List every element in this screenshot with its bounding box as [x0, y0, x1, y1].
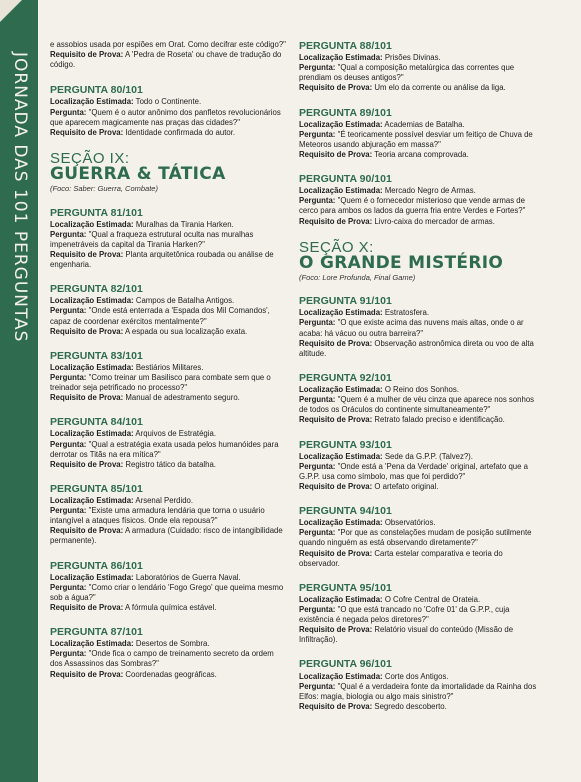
location-label: Localização Estimada:: [50, 296, 134, 306]
sidebar: [0, 0, 38, 782]
location-label: Localização Estimada:: [299, 53, 383, 63]
proof-label: Requisito de Prova:: [50, 326, 124, 336]
question-title: PERGUNTA 90/101: [299, 173, 392, 186]
question-label: Pergunta:: [299, 395, 336, 405]
proof-label: Requisito de Prova:: [50, 459, 124, 469]
question-block: [50, 283, 288, 337]
question-block: [50, 416, 288, 470]
proof-value: O artefato original.: [374, 481, 439, 491]
question-label: Pergunta:: [299, 528, 336, 538]
question-title: PERGUNTA 84/101: [50, 416, 143, 429]
proof-label: Requisito de Prova:: [50, 249, 124, 259]
question-title: PERGUNTA 93/101: [299, 438, 392, 451]
question-title: PERGUNTA 86/101: [50, 559, 143, 572]
question-block: [299, 582, 539, 646]
question-title: PERGUNTA 81/101: [50, 206, 143, 219]
proof-label: Requisito de Prova:: [299, 625, 373, 635]
proof-value: Registro tático da batalha.: [125, 459, 216, 469]
proof-value: A espada ou sua localização exata.: [124, 326, 248, 336]
question-text: "Qual é a verdadeira fonte da imortalidade da Rainha dos Elfos: magia, biologia ou algo mais sinistro?": [299, 681, 537, 701]
location-label: Localização Estimada:: [50, 362, 134, 372]
location-value: O Cofre Central de Orateia.: [384, 594, 481, 604]
question-block: [50, 350, 288, 404]
question-text: "Onde fica o campo de treinamento secreto da ordem dos Assassinos das Sombras?": [50, 649, 274, 669]
proof-label: Requisito de Prova:: [50, 50, 124, 60]
location-label: Localização Estimada:: [50, 429, 134, 439]
location-label: Localização Estimada:: [299, 594, 383, 604]
proof-label: Requisito de Prova:: [299, 83, 373, 93]
section-number: SEÇÃO X:: [299, 238, 374, 256]
proof-label: Requisito de Prova:: [299, 548, 373, 558]
proof-label: Requisito de Prova:: [50, 393, 124, 403]
location-value: Prisões Divinas.: [384, 53, 441, 63]
question-label: Pergunta:: [50, 229, 87, 239]
question-text: "Como treinar um Basilisco para combate sem que o treinador seja petrificado no processo?": [50, 372, 271, 393]
proof-label: Requisito de Prova:: [299, 150, 373, 159]
question-title: PERGUNTA 80/101: [50, 84, 143, 97]
location-label: Localização Estimada:: [50, 219, 134, 229]
proof-value: A fórmula química estável.: [124, 603, 217, 613]
question-title: PERGUNTA 95/101: [299, 581, 392, 594]
question-block: [50, 207, 288, 271]
question-title: PERGUNTA 94/101: [299, 505, 392, 518]
question-label: Pergunta:: [299, 196, 336, 206]
proof-value: Coordenadas geográficas.: [125, 669, 217, 679]
question-text: "Onde está enterrada a 'Espada dos Mil Comandos', capaz de coordenar exércitos mentalmente?": [50, 306, 270, 326]
question-text: "O que está trancado no 'Cofre 01' da G.P.P., cuja existência é negada pelos diretores?": [299, 604, 510, 625]
question-label: Pergunta:: [50, 649, 87, 659]
proof-label: Requisito de Prova:: [299, 216, 373, 226]
proof-value: A 'Pedra de Roseta' ou chave de tradução do código.: [50, 50, 282, 70]
question-block: [299, 295, 539, 359]
question-label: Pergunta:: [299, 63, 336, 73]
location-value: O Reino dos Sonhos.: [384, 385, 459, 395]
proof-value: Carta estelar comparativa e teoria do observador.: [299, 548, 503, 568]
location-value: Campos de Batalha Antigos.: [135, 296, 235, 306]
question-text: "Por que as constelações mudam de posição sutilmente quando ninguém as está observando diretamente?": [299, 528, 532, 548]
question-text: "Qual a fraqueza estrutural oculta nas muralhas impenetráveis da capital da Tirania Harken?": [50, 229, 254, 249]
question-text: "Onde está a 'Pena da Verdade' original, artefato que a G.P.P. usa como símbolo, mas que foi perdido?": [299, 461, 528, 481]
proof-label: Requisito de Prova:: [299, 338, 373, 348]
question-block: [50, 483, 288, 547]
question-block: [299, 372, 539, 426]
question-text: "Qual a estratégia exata usada pelos humanóides para derrotar os Titãs na era mítica?": [50, 439, 279, 459]
proof-value: Manual de adestramento seguro.: [125, 393, 240, 403]
question-label: Pergunta:: [299, 129, 336, 139]
question-title: PERGUNTA 87/101: [50, 626, 143, 639]
question-block: [299, 505, 539, 569]
location-label: Localização Estimada:: [299, 451, 383, 461]
question-label: Pergunta:: [50, 506, 87, 516]
proof-label: Requisito de Prova:: [50, 603, 124, 613]
location-value: Corte dos Antigos.: [384, 671, 449, 681]
proof-value: Planta arquitetônica roubada ou análise de engenharia.: [50, 249, 274, 270]
left-column: [50, 40, 288, 693]
location-value: Muralhas da Tirania Harken.: [135, 219, 234, 229]
question-label: Pergunta:: [299, 604, 336, 614]
question-text: "Existe uma armadura lendária que torna o usuário intangível a ataques físicos. Onde ela repousa?": [50, 506, 265, 526]
location-label: Localização Estimada:: [50, 97, 134, 107]
question-label: Pergunta:: [50, 107, 87, 117]
question-title: PERGUNTA 83/101: [50, 349, 143, 362]
location-value: Arsenal Perdido.: [135, 495, 194, 505]
proof-label: Requisito de Prova:: [50, 526, 124, 536]
section-name: O GRANDE MISTÉRIO: [299, 252, 504, 273]
sidebar-title: JORNADA DAS 101 PERGUNTAS: [10, 52, 30, 343]
location-label: Localização Estimada:: [50, 572, 134, 582]
proof-label: Requisito de Prova:: [299, 701, 373, 711]
location-value: Bestiários Militares.: [135, 362, 204, 372]
question-label: Pergunta:: [299, 461, 336, 471]
location-value: Observatórios.: [384, 518, 436, 528]
question-block: [299, 40, 539, 94]
question-label: Pergunta:: [299, 318, 336, 328]
question-block: [50, 84, 288, 138]
location-label: Localização Estimada:: [50, 639, 134, 649]
location-value: Arquivos de Estratégia.: [135, 429, 217, 439]
location-label: Localização Estimada:: [50, 495, 134, 505]
question-block: [50, 626, 288, 680]
question-text: "Quem é o autor anônimo dos panfletos revolucionários que aparecem magicamente nas praças das cidades?": [50, 107, 281, 127]
location-value: Laboratórios de Guerra Naval.: [135, 572, 241, 582]
proof-value: Segredo descoberto.: [374, 701, 447, 711]
question-text: "O que existe acima das nuvens mais altas, onde o ar acaba: há vácuo ou outra barreira?": [299, 318, 524, 338]
page-corner: [0, 0, 22, 22]
question-text: "Quem é a mulher de véu cinza que aparece nos sonhos de todos os Oráculos do continente simultaneamente?": [299, 395, 535, 415]
proof-value: Observação astronômica direta ou voo de alta altitude.: [299, 338, 534, 358]
proof-label: Requisito de Prova:: [299, 415, 373, 425]
question-block: [299, 439, 539, 493]
question-title: PERGUNTA 96/101: [299, 658, 392, 671]
section-ix-header: [50, 151, 288, 194]
proof-value: Um elo da corrente ou análise da liga.: [374, 83, 506, 93]
location-value: Desertos de Sombra.: [135, 639, 210, 649]
section-number: SEÇÃO IX:: [50, 149, 130, 167]
section-focus: (Foco: Lore Profunda, Final Game): [299, 272, 416, 282]
proof-value: Teoria arcana comprovada.: [374, 150, 469, 159]
question-title: PERGUNTA 91/101: [299, 295, 392, 308]
location-label: Localização Estimada:: [299, 518, 383, 528]
location-value: Todo o Continente.: [135, 97, 202, 107]
proof-value: A armadura (Cuidado: risco de intangibilidade permanente).: [50, 526, 283, 546]
question-text: "Como criar o lendário 'Fogo Grego' que queima mesmo sob a água?": [50, 582, 284, 602]
question-block: [299, 173, 539, 227]
question-title: PERGUNTA 89/101: [299, 106, 392, 119]
location-label: Localização Estimada:: [299, 186, 383, 196]
proof-label: Requisito de Prova:: [50, 669, 124, 679]
location-label: Localização Estimada:: [299, 385, 383, 395]
right-column: [299, 40, 539, 725]
location-value: Academias de Batalha.: [384, 119, 465, 129]
question-block: [50, 560, 288, 614]
question-title: PERGUNTA 82/101: [50, 283, 143, 296]
question-label: Pergunta:: [50, 439, 87, 449]
location-value: Mercado Negro de Armas.: [384, 186, 476, 196]
proof-value: Retrato falado preciso e identificação.: [374, 415, 505, 425]
proof-label: Requisito de Prova:: [299, 481, 373, 491]
question-text: "Qual a composição metalúrgica das correntes que prendiam os deuses antigos?": [299, 63, 515, 83]
question-title: PERGUNTA 88/101: [299, 40, 392, 52]
question-title: PERGUNTA 85/101: [50, 482, 143, 495]
location-value: Sede da G.P.P. (Talvez?).: [384, 451, 473, 461]
proof-value: Relatório visual do conteúdo (Missão de Infiltração).: [299, 625, 514, 645]
location-value: Estratosfera.: [384, 308, 430, 318]
question-label: Pergunta:: [50, 306, 87, 316]
question-text: "É teoricamente possível desviar um feitiço de Chuva de Meteoros usando abjuração em massa?": [299, 129, 533, 149]
question-79-continuation: [50, 40, 288, 70]
question-block: [299, 107, 539, 161]
section-x-header: [299, 240, 539, 283]
question-text: "Quem é o fornecedor misterioso que vende armas de cerco para ambos os lados da guerra fria entre Verdes e Fortes?": [299, 196, 526, 216]
continuation-text: e assobios usada por espiões em Orat. Como decifrar este código?": [50, 40, 286, 49]
question-label: Pergunta:: [50, 582, 87, 592]
question-block: [299, 658, 539, 712]
section-focus: (Foco: Saber: Guerra, Combate): [50, 183, 158, 193]
location-label: Localização Estimada:: [299, 671, 383, 681]
location-label: Localização Estimada:: [299, 308, 383, 318]
proof-value: Identidade confirmada do autor.: [125, 127, 236, 137]
question-label: Pergunta:: [299, 681, 336, 691]
question-title: PERGUNTA 92/101: [299, 371, 392, 384]
proof-value: Livro-caixa do mercador de armas.: [374, 216, 495, 226]
section-name: GUERRA & TÁTICA: [50, 163, 226, 184]
proof-label: Requisito de Prova:: [50, 127, 124, 137]
question-label: Pergunta:: [50, 372, 87, 382]
location-label: Localização Estimada:: [299, 119, 383, 129]
